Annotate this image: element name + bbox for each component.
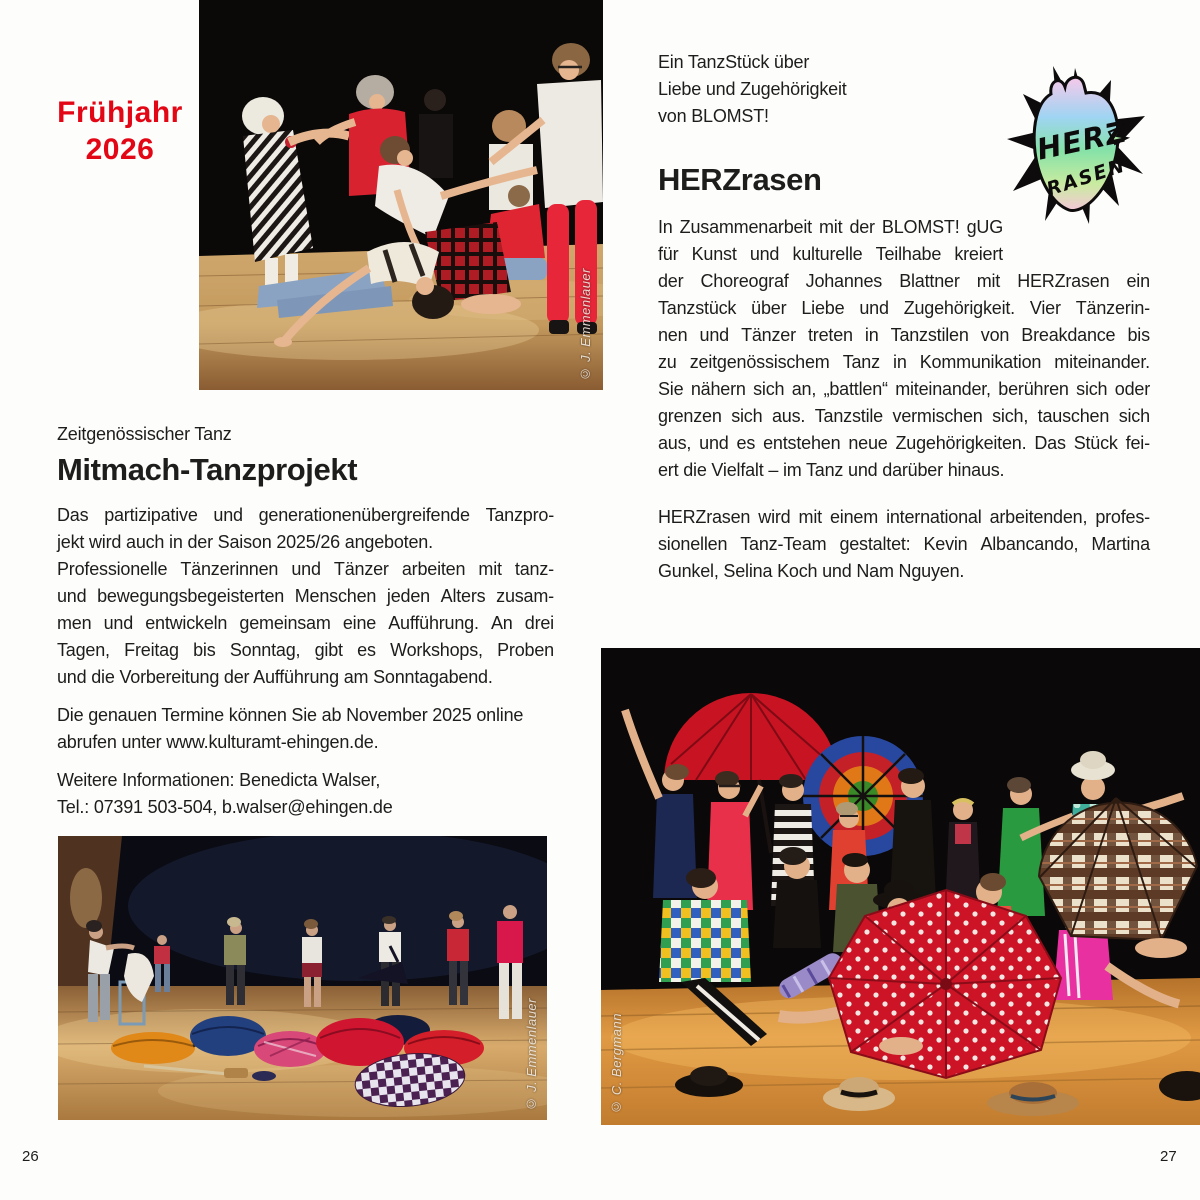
text-line: aus, und es entstehen neue Zugehörigkeiten. Das Stück fei- [658, 433, 1150, 453]
paragraph-contact [57, 767, 554, 821]
text-line: In Zusammenarbeit mit der BLOMST! gUG [658, 217, 1003, 237]
photo-umbrella-stage [58, 836, 547, 1120]
logo-word-herz: HERZ [1033, 114, 1131, 167]
paragraph [658, 214, 1150, 484]
text-line: von BLOMST! [658, 106, 769, 126]
text-line: Gunkel, Selina Koch und Nam Nguyen. [658, 561, 965, 581]
logo-word-rasen: RASEN [1043, 154, 1129, 201]
article-title-herzrasen: HERZrasen [658, 162, 822, 197]
text-line: abrufen unter www.kulturamt-ehingen.de. [57, 732, 379, 752]
article-title-mitmach: Mitmach-Tanzprojekt [57, 452, 358, 487]
page-number-left: 26 [22, 1148, 39, 1165]
dance-rehearsal-illustration [199, 0, 603, 390]
text-line: Die genauen Termine können Sie ab November 2025 online [57, 705, 524, 725]
page-number-right: 27 [1160, 1148, 1177, 1165]
photo-credit: © C. Bergmann [609, 1013, 624, 1115]
ensemble-group-illustration [601, 648, 1200, 1125]
text-line: Sie nähern sich an, „battlen“ miteinander, berühren sich oder [658, 379, 1150, 399]
text-line: für Kunst und kulturelle Teilhabe kreiert [658, 244, 1003, 264]
text-line: Ein TanzStück über [658, 52, 810, 72]
text-line: und bewegungsbegeisterten Menschen jeden Alters zusam- [57, 586, 554, 606]
photo-ensemble-group [601, 648, 1200, 1125]
text-line: Tagen, Freitag bis Sonntag, gibt es Workshops, Proben [57, 640, 554, 660]
text-line: Das partizipative und generationenübergreifende Tanzpro- [57, 505, 554, 525]
text-line: Tanzstück über Liebe und Zugehörigkeit. Vier Tänzerin- [658, 298, 1150, 318]
photo-credit: © J. Emmenlauer [578, 268, 593, 382]
herzrasen-logo [1005, 40, 1145, 245]
article-category: Zeitgenössischer Tanz [57, 424, 232, 444]
text-line: grenzen sich aus. Tanzstile vermischen sich, tauschen sich [658, 406, 1150, 426]
text-line: men und entwickeln gemeinsam eine Aufführung. An drei [57, 613, 554, 633]
photo-credit: © J. Emmenlauer [524, 998, 539, 1112]
text-line: jekt wird auch in der Saison 2025/26 angeboten. [57, 532, 433, 552]
left-article [57, 422, 554, 832]
season-line2: 2026 [85, 133, 155, 166]
season-label [40, 94, 200, 168]
text-line: Liebe und Zugehörigkeit [658, 79, 847, 99]
heart-starburst-icon [1005, 40, 1145, 245]
text-line: zu zeitgenössischem Tanz in Kommunikation miteinander. [658, 352, 1150, 372]
text-line: Professionelle Tänzerinnen und Tänzer arbeiten mit tanz- [57, 559, 554, 579]
umbrella-stage-illustration [58, 836, 547, 1120]
text-line: nen und Tänzer treten in Tanzstilen von Breakdance bis [658, 325, 1150, 345]
paragraph [57, 702, 554, 756]
text-line: Weitere Informationen: Benedicta Walser, [57, 770, 381, 790]
text-line: sionellen Tanz-Team gestaltet: Kevin Albancando, Martina [658, 534, 1150, 554]
paragraph [57, 502, 554, 691]
season-line1: Frühjahr [57, 96, 183, 129]
paragraph-team [658, 504, 1150, 585]
text-line: ert die Vielfalt – im Tanz und darüber hinaus. [658, 460, 1005, 480]
photo-dance-rehearsal [199, 0, 603, 390]
text-line: HERZrasen wird mit einem international arbeitenden, profes- [658, 507, 1150, 527]
text-line: der Choreograf Johannes Blattner mit HERZrasen ein [658, 271, 1150, 291]
text-line: und die Vorbereitung der Aufführung am Sonntagabend. [57, 667, 493, 687]
contact-line: Tel.: 07391 503-504, b.walser@ehingen.de [57, 797, 393, 817]
